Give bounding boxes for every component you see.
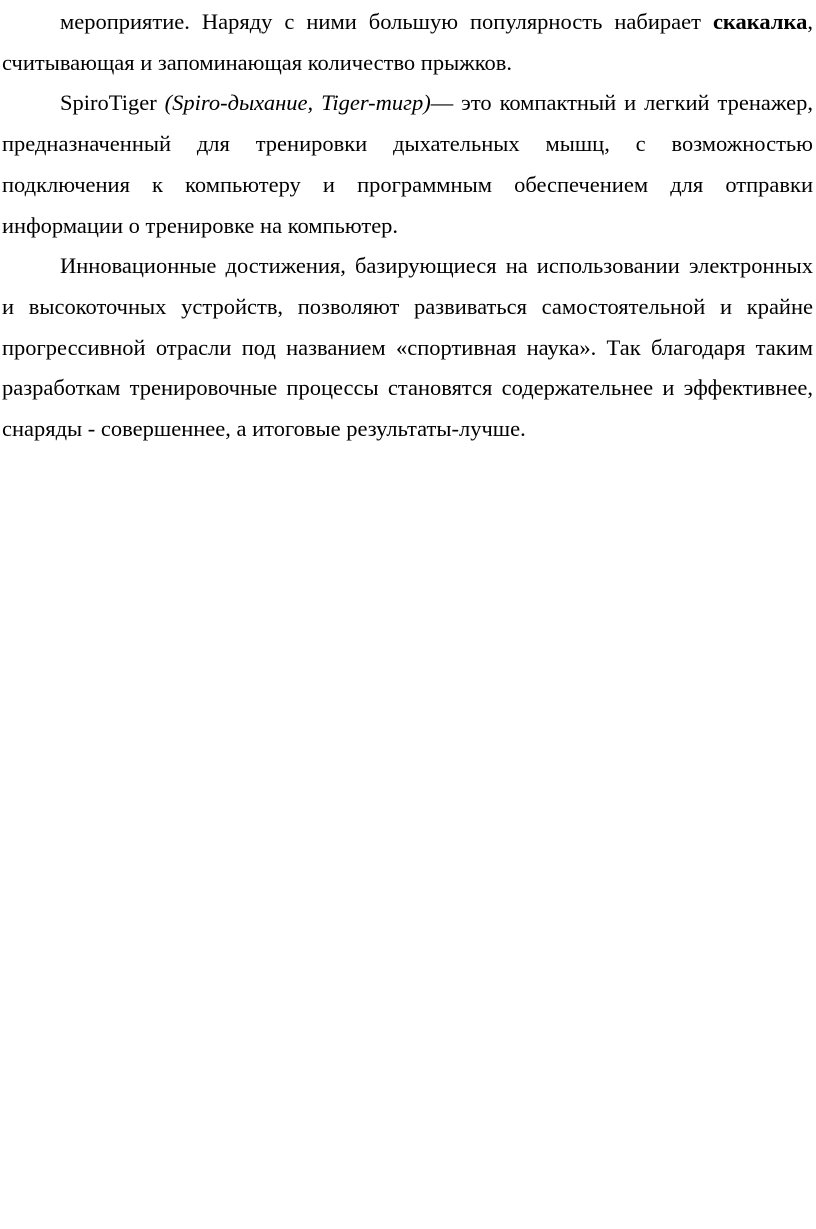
spirotiger-term: SpiroTiger: [60, 90, 165, 116]
document-body: [2, 2, 813, 450]
paragraph-jump-rope: [2, 2, 813, 83]
paragraph-sports-science: [2, 246, 813, 450]
sports-science-text: Инновационные достижения, базирующиеся на использовании электронных и высокоточных устройств, позволяют развиваться самостоятельной и крайне прогрессивной отрасли под названием «спортивная наука». Так благодаря таким разработкам тренировочные процессы становятся содержательнее и эффективнее, снаряды - совершеннее, а итоговые результаты-лучше.: [2, 253, 813, 442]
spirotiger-description: — это компактный и легкий тренажер, предназначенный для тренировки дыхательных мышц, с возможностью подключения к компьютеру и программным обеспечением для отправки информации о тренировке на компьютер.: [2, 90, 813, 238]
spirotiger-gloss: (Spiro-дыхание, Tiger-тигр): [164, 90, 431, 116]
bold-term-jump-rope: скакалка: [712, 9, 808, 34]
paragraph-1-end: , считывающая и запоминающая количество прыжков.: [2, 9, 813, 75]
paragraph-1-start: мероприятие. Наряду с ними большую популярность набирает: [60, 9, 713, 34]
paragraph-spirotiger: [2, 83, 813, 246]
